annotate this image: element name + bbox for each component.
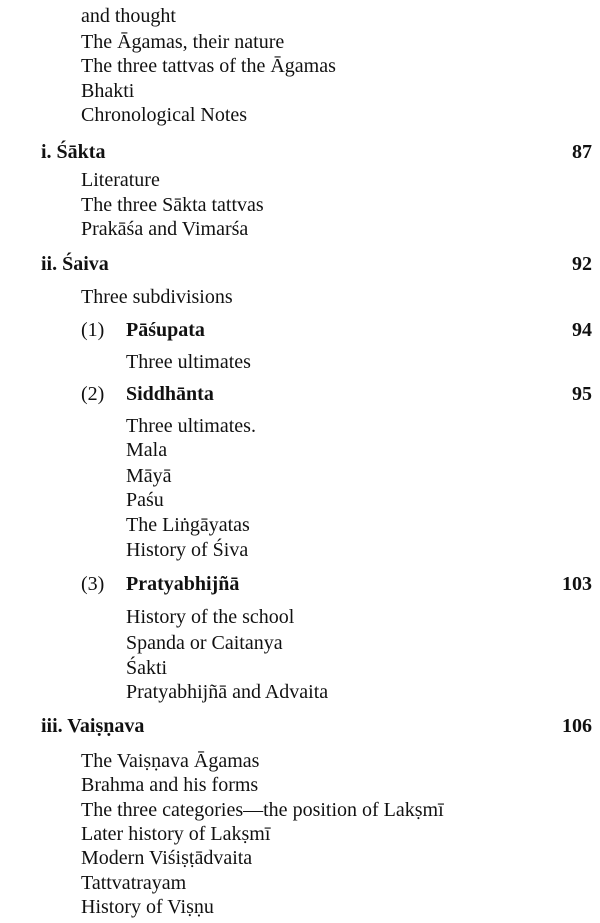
toc-item: The three categories—the position of Lakṣmī [81,799,444,821]
toc-item: The Vaiṣṇava Āgamas [81,750,260,772]
section-heading-sakta: i. Śākta [41,141,106,163]
toc-item: Modern Viśiṣṭādvaita [81,847,253,869]
toc-item: Later history of Lakṣmī [81,823,271,845]
toc-item: and thought [81,5,176,27]
toc-item: The three Sākta tattvas [81,194,264,216]
subsection-heading-pratyabhijna: Pratyabhijñā [126,573,240,595]
toc-item: Māyā [126,465,172,487]
toc-item: Mala [126,439,168,461]
toc-item: Śakti [126,657,168,679]
subsection-heading-pasupata: Pāśupata [126,319,205,341]
section-heading-saiva: ii. Śaiva [41,253,109,275]
subsection-heading-siddhanta: Siddhānta [126,383,214,405]
page-number: 95 [572,383,592,405]
toc-item: The Āgamas, their nature [81,31,285,53]
toc-item: Literature [81,169,160,191]
page-number: 92 [572,253,592,275]
toc-item: Bhakti [81,80,135,102]
toc-item: History of Viṣṇu [81,896,214,918]
toc-item: Three ultimates. [126,415,256,437]
toc-item: Pratyabhijñā and Advaita [126,681,329,703]
toc-item: Chronological Notes [81,104,248,126]
toc-item: The Liṅgāyatas [126,514,250,536]
subsection-number: (3) [81,573,105,595]
toc-item: Paśu [126,489,164,511]
toc-item: The three tattvas of the Āgamas [81,55,336,77]
subsection-number: (1) [81,319,105,341]
toc-item: History of the school [126,606,295,628]
page-number: 87 [572,141,592,163]
toc-item: Tattvatrayam [81,872,187,894]
page-number: 106 [562,715,592,737]
toc-item: Three ultimates [126,351,251,373]
toc-item: Brahma and his forms [81,774,259,796]
section-heading-vaisnava: iii. Vaiṣṇava [41,715,145,737]
page-number: 103 [562,573,592,595]
toc-item: Three subdivisions [81,286,233,308]
toc-item: History of Śiva [126,539,249,561]
toc-item: Prakāśa and Vimarśa [81,218,249,240]
toc-item: Spanda or Caitanya [126,632,283,654]
page-number: 94 [572,319,592,341]
subsection-number: (2) [81,383,105,405]
